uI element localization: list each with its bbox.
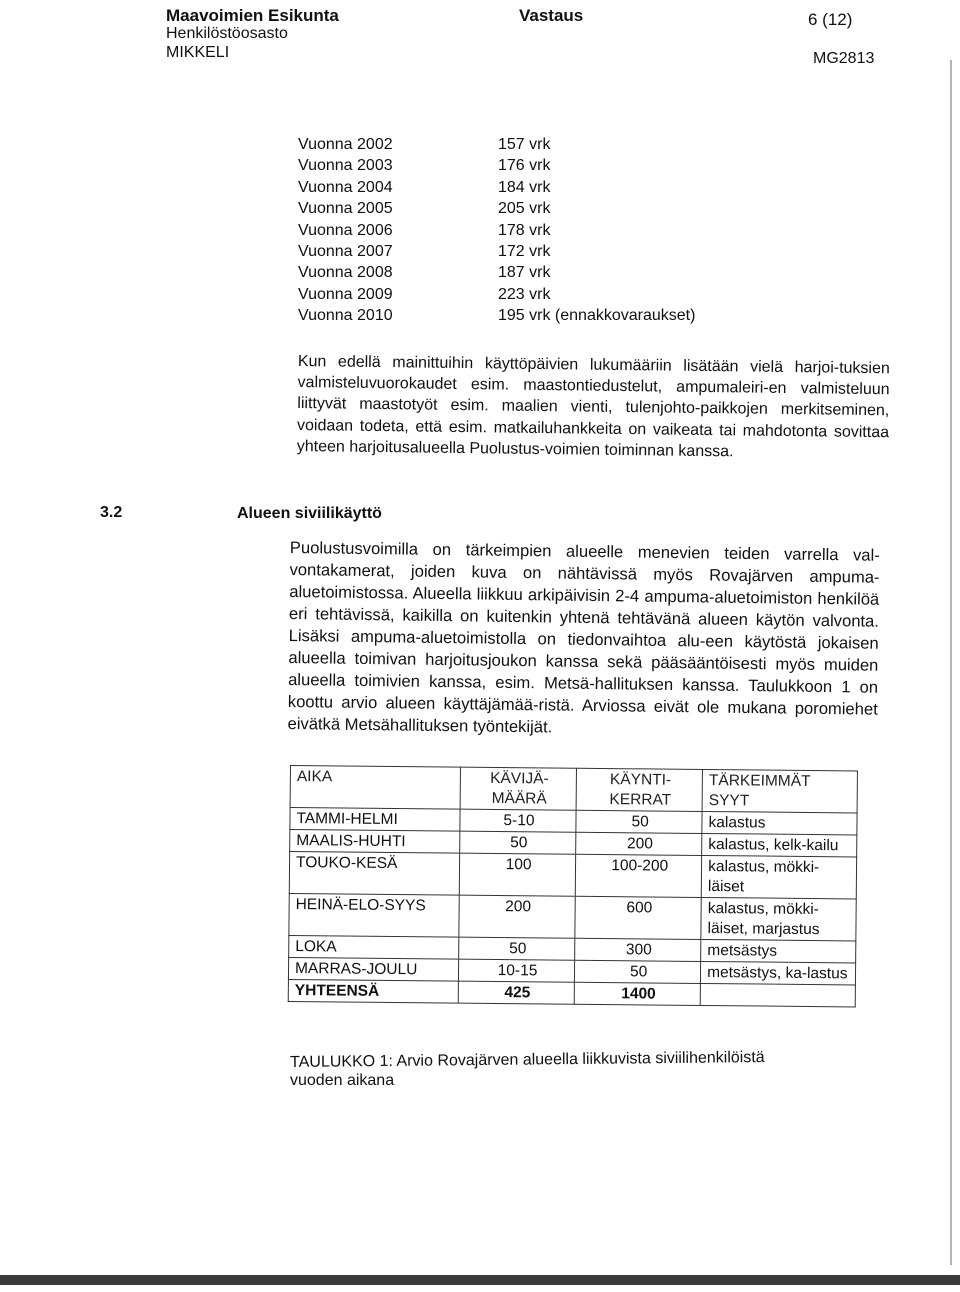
cell-total-kayntikerrat: 1400	[574, 982, 700, 1005]
cell-kavijamaara: 5-10	[460, 809, 577, 832]
days-value: 157 vrk	[498, 136, 551, 153]
cell-kayntikerrat: 50	[575, 960, 701, 983]
table-header-row	[290, 766, 857, 813]
cell-aika: TOUKO-KESÄ	[289, 852, 459, 896]
cell-aika: MARRAS-JOULU	[288, 957, 458, 981]
year-label: Vuonna 2004	[298, 178, 393, 196]
days-value: 205 vrk	[498, 200, 551, 218]
days-value: 187 vrk	[498, 264, 551, 282]
cell-total-label: YHTEENSÄ	[288, 979, 458, 1003]
cell-aika: HEINÄ-ELO-SYYS	[289, 893, 459, 937]
table-row	[289, 893, 856, 940]
year-label: Vuonna 2010	[298, 307, 393, 325]
header-kayntikerrat: KÄYNTI-KERRAT	[576, 768, 702, 811]
cell-syyt: kalastus, kelk-kailu	[702, 833, 857, 856]
cell-aika: LOKA	[289, 935, 459, 959]
cell-total-kavijamaara: 425	[458, 981, 575, 1004]
cell-aika: TAMMI-HELMI	[290, 808, 460, 832]
days-value: 172 vrk	[498, 243, 551, 261]
header-organization: Maavoimien Esikunta	[166, 6, 339, 25]
cell-kavijamaara: 50	[459, 831, 576, 854]
header-kavijamaara: KÄVIJÄ-MÄÄRÄ	[460, 767, 577, 810]
cell-syyt: kalastus, mökki-läiset, marjastus	[701, 897, 856, 940]
cell-syyt: kalastus, mökki-läiset	[701, 855, 856, 898]
right-margin-rule	[950, 60, 952, 1265]
days-value: 176 vrk	[498, 157, 551, 175]
year-label: Vuonna 2005	[298, 200, 393, 218]
cell-kavijamaara: 10-15	[458, 959, 575, 982]
cell-kayntikerrat: 600	[575, 896, 701, 939]
header-document-code: MG2813	[813, 50, 875, 67]
cell-syyt: metsästys	[701, 939, 856, 962]
cell-syyt: kalastus	[702, 811, 857, 834]
table-caption: TAULUKKO 1: Arvio Rovajärven alueella liikkuvista siviilihenkilöistä	[290, 1049, 765, 1071]
cell-kavijamaara: 50	[458, 937, 575, 960]
table-row	[289, 852, 856, 899]
year-label: Vuonna 2003	[298, 157, 393, 175]
year-label: Vuonna 2008	[298, 264, 393, 282]
header-syyt: TÄRKEIMMÄT SYYT	[702, 769, 857, 812]
year-label: Vuonna 2007	[298, 243, 393, 261]
table-caption-continuation: vuoden aikana	[290, 1072, 395, 1089]
header-city: MIKKELI	[166, 44, 230, 61]
training-days-paragraph: Kun edellä mainittuihin käyttöpäivien lukumääriin lisätään vielä harjoi-tuksien valmisteluvuorokaudet esim. maastontiedustelut, ampumaleiri-en valmisteluun liittyvät maastotyöt esim. maalien vienti, tulenjohto-paikkojen merkitseminen, voidaan todeta, että esim. matkailuhankkeita on vaikeata tai mahdotonta sovittaa yhteen harjoitusalueella Puolustus-voimien toiminnan kanssa.	[296, 352, 890, 461]
civilian-usage-table	[288, 765, 858, 1007]
header-aika: AIKA	[290, 766, 460, 810]
cell-kayntikerrat: 100-200	[576, 854, 702, 897]
cell-total-syyt	[700, 983, 855, 1006]
civilian-use-paragraph: Puolustusvoimilla on tärkeimpien alueelle menevien teiden varrella val-vontakamerat, joiden kuva on nähtävissä myös Rovajärven ampuma-aluetoimistossa. Alueella liikkuu arkipäivisin 2-4 ampuma-aluetoimiston henkilöä eri tehtävissä, kaikilla on kuitenkin yhtenä tehtävänä alueen käytön valvonta. Lisäksi ampuma-aluetoimistolla on tiedonvaihtoa alu-een käytöstä jokaisen alueella toimivan harjoitusjoukon kanssa sekä pääsääntöisesti myös muiden alueella toimivien kanssa, esim. Metsä-hallituksen kanssa. Taulukkoon 1 on koottu arvio alueen käyttäjämää-ristä. Arviossa eivät ole mukana poromiehet eivätkä Metsähallituksen työntekijät.	[287, 537, 880, 737]
cell-kayntikerrat: 50	[576, 810, 702, 833]
year-label: Vuonna 2002	[298, 136, 393, 153]
days-value: 178 vrk	[498, 221, 551, 239]
header-page-number: 6 (12)	[808, 10, 853, 29]
days-value: 184 vrk	[498, 178, 551, 196]
cell-kavijamaara: 100	[459, 853, 576, 896]
section-number: 3.2	[100, 504, 123, 521]
years-column	[298, 134, 393, 327]
cell-kavijamaara: 200	[459, 895, 576, 938]
cell-syyt: metsästys, ka-lastus	[701, 961, 856, 984]
days-value: 223 vrk	[498, 285, 551, 303]
cell-aika: MAALIS-HUHTI	[290, 830, 460, 854]
days-value: 195 vrk (ennakkovaraukset)	[498, 307, 696, 325]
header-document-type: Vastaus	[519, 6, 584, 25]
scan-bottom-edge	[0, 1275, 960, 1285]
section-title: Alueen siviilikäyttö	[237, 505, 382, 522]
days-column	[498, 134, 695, 327]
cell-kayntikerrat: 200	[576, 832, 702, 855]
year-label: Vuonna 2009	[298, 285, 393, 303]
header-department: Henkilöstöosasto	[166, 25, 288, 42]
cell-kayntikerrat: 300	[575, 938, 701, 961]
year-label: Vuonna 2006	[298, 221, 393, 239]
